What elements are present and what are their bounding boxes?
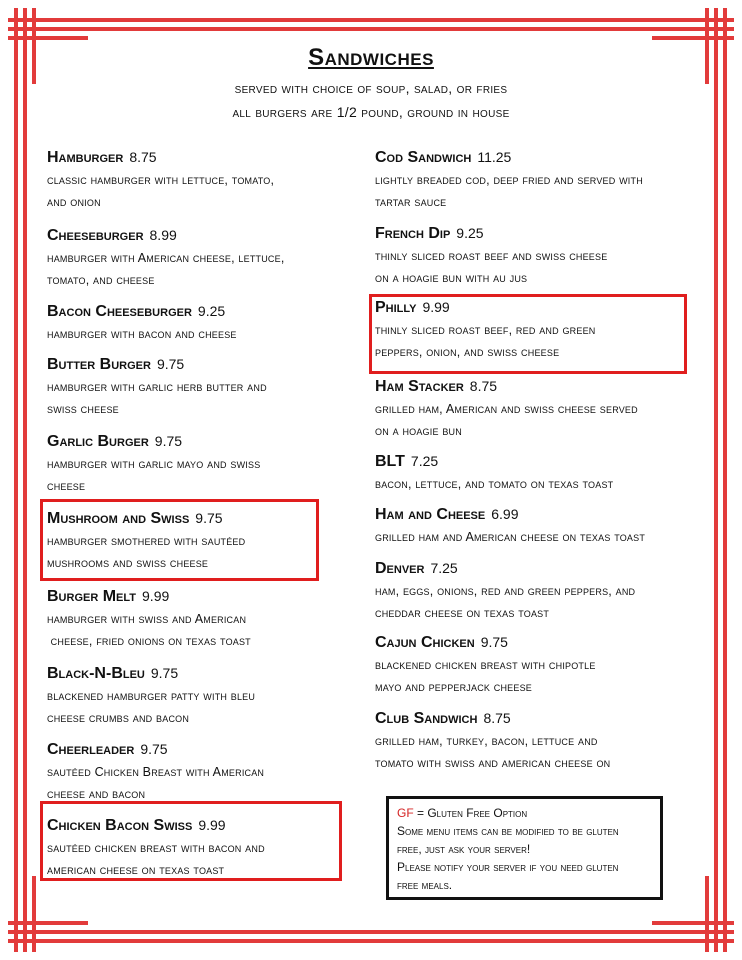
item-price: 9.75	[195, 510, 223, 526]
item-description: on a hoagie bun with au jus	[375, 271, 528, 285]
frame-line	[714, 8, 718, 952]
item-description: cheese	[47, 479, 86, 493]
item-price: 9.75	[480, 634, 508, 650]
item-name: Cajun Chicken	[375, 634, 475, 651]
gf-note-line: free, just ask your server!	[397, 842, 531, 856]
item-price: 7.25	[410, 453, 439, 469]
item-description: grilled ham and American cheese on texas toast	[375, 530, 646, 544]
item-description: hamburger with garlic herb butter and	[47, 380, 267, 394]
highlight-box-mushroom-and-swiss	[40, 499, 319, 581]
item-description: thinly sliced roast beef and swiss cheese	[375, 249, 608, 263]
menu-item-club-sandwich	[375, 707, 705, 783]
item-name: Cheeseburger	[47, 227, 144, 244]
item-description: on a hoagie bun	[375, 424, 462, 438]
item-description: ham, eggs, onions, red and green peppers, and	[375, 584, 636, 598]
item-name: Chicken Bacon Swiss	[47, 817, 193, 834]
item-name: Black-N-Bleu	[47, 665, 145, 682]
menu-item-butter-burger	[47, 353, 337, 430]
item-price: 9.99	[422, 299, 450, 315]
item-description: blackened hamburger patty with bleu	[47, 689, 256, 703]
frame-line	[14, 8, 18, 952]
menu-item-bacon-cheeseburger	[47, 300, 337, 353]
item-price: 9.25	[456, 225, 484, 241]
item-name: Club Sandwich	[375, 710, 478, 727]
item-description: cheese crumbs and bacon	[47, 711, 190, 725]
gf-label-text: = Gluten Free Option	[413, 806, 528, 820]
item-description: tomato with swiss and american cheese on	[375, 756, 611, 770]
gf-note-line: Some menu items can be modified to be gluten	[397, 824, 619, 838]
item-description: sautéed chicken breast with bacon and	[47, 841, 265, 855]
item-description: hamburger smothered with sautéed	[47, 534, 246, 548]
item-description: hamburger with garlic mayo and swiss	[47, 457, 261, 471]
item-name: BLT	[375, 453, 405, 470]
menu-item-blt	[375, 450, 705, 503]
frame-line	[705, 876, 709, 952]
menu-subtitle-served-with: served with choice of soup, salad, or fries	[234, 80, 508, 96]
item-description: mayo and pepperjack cheese	[375, 680, 532, 694]
menu-item-cod-sandwich	[375, 146, 705, 222]
menu-title: Sandwiches	[308, 44, 434, 71]
right-menu-column	[375, 146, 705, 783]
item-name: Butter Burger	[47, 356, 151, 373]
item-description: and onion	[47, 195, 101, 209]
frame-line	[652, 921, 734, 925]
frame-line	[8, 36, 88, 40]
item-price: 6.99	[491, 506, 519, 522]
item-price: 9.75	[154, 433, 183, 449]
item-price: 8.75	[469, 378, 498, 394]
frame-line	[652, 36, 734, 40]
menu-item-black-n-bleu	[47, 662, 337, 738]
item-description: grilled ham, turkey, bacon, lettuce and	[375, 734, 598, 748]
item-name: Cheerleader	[47, 741, 135, 758]
item-description: cheddar cheese on texas toast	[375, 606, 550, 620]
item-name: Bacon Cheeseburger	[47, 303, 192, 320]
item-description: tartar sauce	[375, 195, 447, 209]
item-description: blackened chicken breast with chipotle	[375, 658, 596, 672]
menu-item-denver	[375, 557, 705, 631]
item-name: Ham and Cheese	[375, 506, 486, 523]
gluten-free-note	[386, 796, 663, 900]
item-price: 9.25	[197, 303, 226, 319]
item-name: Ham Stacker	[375, 378, 464, 395]
item-description: mushrooms and swiss cheese	[47, 556, 209, 570]
frame-line	[8, 27, 734, 31]
menu-item-cheeseburger	[47, 224, 337, 300]
frame-line	[8, 939, 734, 943]
item-description: american cheese on texas toast	[47, 863, 225, 877]
item-name: Denver	[375, 560, 425, 577]
item-name: Cod Sandwich	[375, 149, 472, 166]
menu-subtitle-burgers: all burgers are 1/2 pound, ground in house	[232, 104, 510, 120]
item-price: 8.75	[483, 710, 511, 726]
menu-item-burger-melt	[47, 585, 337, 662]
item-price: 9.99	[198, 817, 226, 833]
frame-line	[32, 876, 36, 952]
item-name: Burger Melt	[47, 588, 137, 605]
frame-line	[8, 921, 88, 925]
frame-line	[8, 930, 734, 934]
frame-line	[8, 18, 734, 22]
item-price: 11.25	[477, 149, 512, 165]
menu-item-ham-and-cheese	[375, 503, 705, 557]
menu-item-ham-stacker	[375, 375, 705, 450]
item-description: classic hamburger with lettuce, tomato,	[47, 173, 275, 187]
item-description: hamburger with swiss and American	[47, 612, 247, 626]
item-description: hamburger with bacon and cheese	[47, 327, 237, 341]
item-description: lightly breaded cod, deep fried and served with	[375, 173, 643, 187]
highlight-box-chicken-bacon-swiss	[40, 801, 342, 881]
menu-item-french-dip	[375, 222, 705, 296]
item-name: French Dip	[375, 225, 451, 242]
gf-note-line: Please notify your server if you need gluten	[397, 860, 619, 874]
item-description: swiss cheese	[47, 402, 119, 416]
highlight-box-philly	[369, 294, 687, 374]
item-price: 9.75	[150, 665, 179, 681]
frame-line	[23, 8, 27, 952]
item-description: sautéed Chicken Breast with American	[47, 765, 265, 779]
item-name: Mushroom and Swiss	[47, 510, 190, 527]
item-name: Hamburger	[47, 149, 124, 166]
menu-item-cajun-chicken	[375, 631, 705, 707]
item-price: 8.99	[149, 227, 177, 243]
item-price: 9.75	[140, 741, 168, 757]
gf-note-line: free meals.	[397, 878, 453, 892]
item-name: Philly	[375, 299, 417, 316]
item-description: thinly sliced roast beef, red and green	[375, 323, 596, 337]
item-description: tomato, and cheese	[47, 273, 155, 287]
item-price: 9.75	[156, 356, 185, 372]
item-description: hamburger with American cheese, lettuce,	[47, 251, 285, 265]
menu-item-garlic-burger	[47, 430, 337, 507]
frame-line	[723, 8, 727, 952]
item-description: cheese, fried onions on texas toast	[47, 634, 251, 648]
item-price: 9.99	[142, 588, 170, 604]
menu-item-hamburger	[47, 146, 337, 224]
gf-label: GF	[397, 806, 414, 820]
item-description: cheese and bacon	[47, 787, 146, 801]
item-price: 7.25	[430, 560, 458, 576]
item-description: peppers, onion, and swiss cheese	[375, 345, 560, 359]
item-name: Garlic Burger	[47, 433, 149, 450]
item-description: grilled ham, American and swiss cheese served	[375, 402, 638, 416]
item-price: 8.75	[129, 149, 157, 165]
item-description: bacon, lettuce, and tomato on texas toast	[375, 477, 614, 491]
